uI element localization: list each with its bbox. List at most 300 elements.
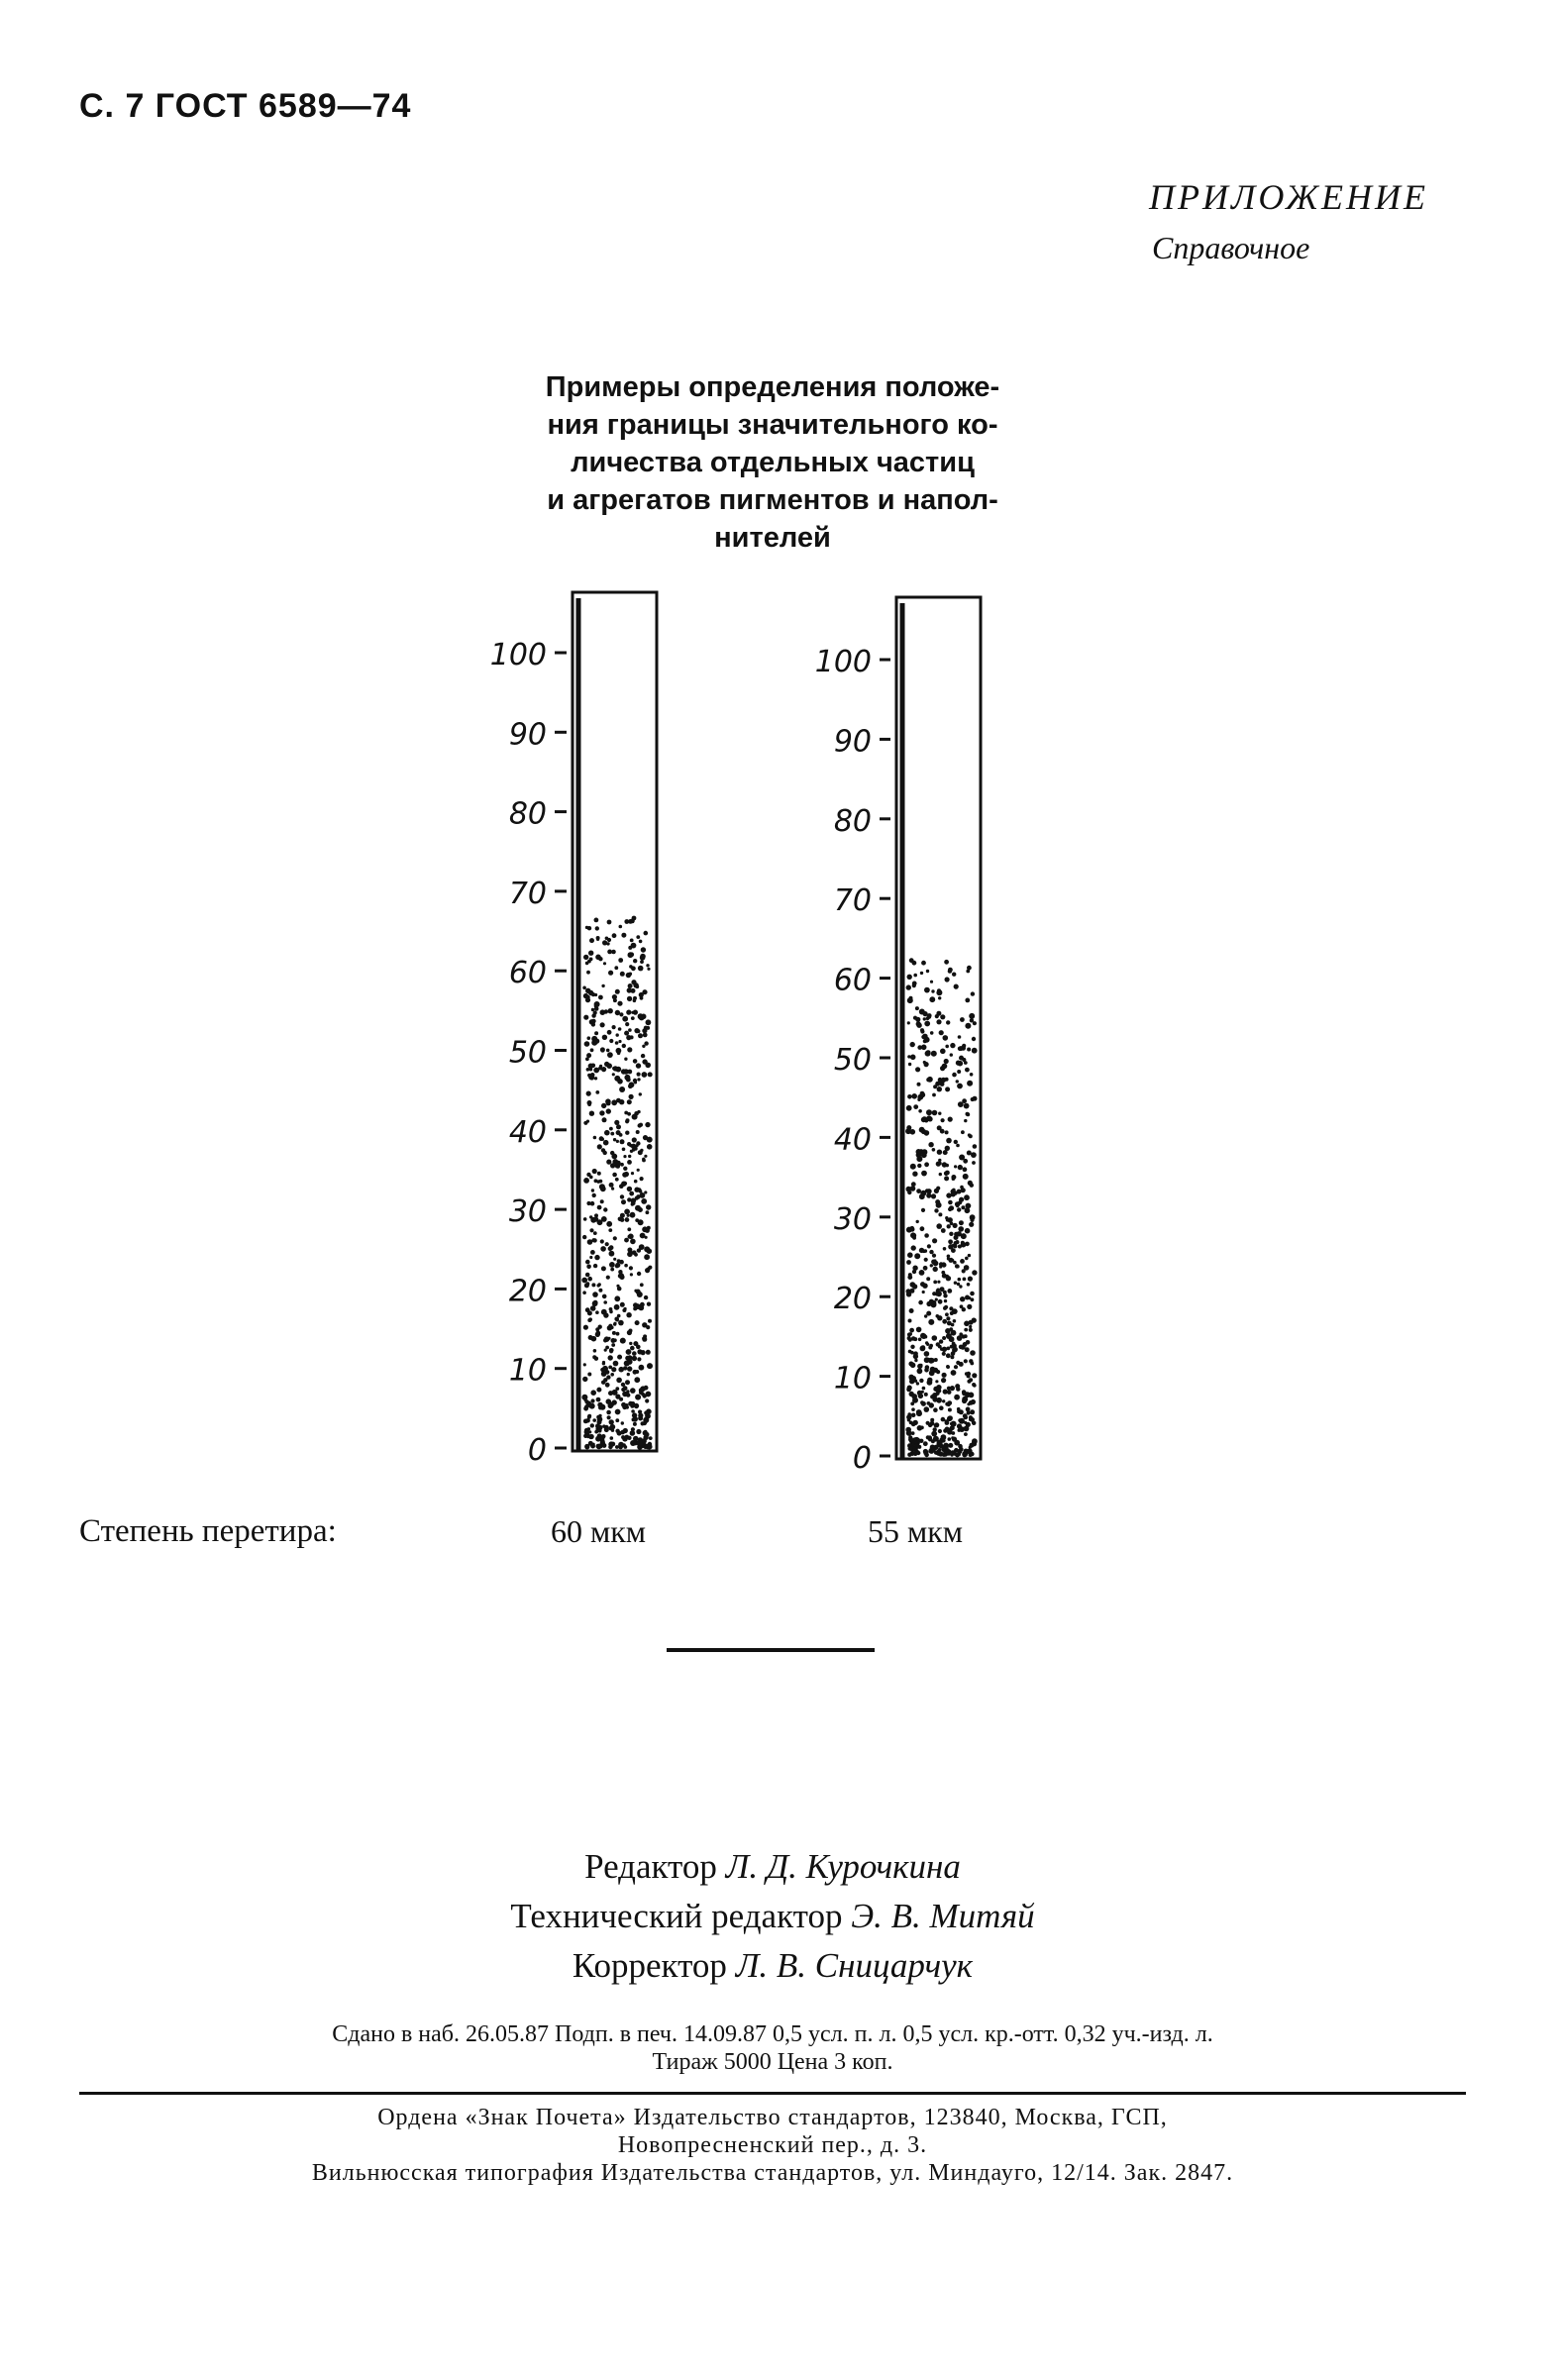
particle-dot: [945, 1446, 948, 1449]
particle-dot: [948, 968, 953, 973]
particle-dot: [957, 1423, 962, 1428]
particle-dot: [640, 1233, 646, 1239]
particle-dot: [630, 1212, 636, 1218]
scale-tick-label: 50: [508, 1035, 547, 1071]
particle-dot: [624, 1031, 629, 1036]
particle-dot: [930, 1264, 933, 1267]
particle-dot: [592, 1238, 596, 1242]
particle-dot: [635, 1370, 639, 1374]
particle-dot: [965, 998, 970, 1003]
particle-dot: [948, 1415, 953, 1420]
particle-dot: [595, 1310, 599, 1314]
particle-dot: [600, 1246, 606, 1252]
particle-dot: [946, 1192, 951, 1197]
particle-dot: [594, 1031, 598, 1035]
particle-dot: [906, 1260, 911, 1265]
particle-dot: [589, 958, 593, 962]
particle-dot: [644, 931, 649, 936]
particle-dot: [638, 1413, 643, 1418]
particle-dot: [918, 1300, 923, 1305]
particle-dot: [582, 1291, 586, 1294]
particle-dot: [636, 1130, 640, 1134]
particle-dot: [637, 1349, 642, 1354]
particle-dot: [644, 1295, 648, 1299]
particle-dot: [964, 1265, 970, 1271]
particle-dot: [941, 1228, 946, 1233]
particle-dot: [935, 1199, 940, 1204]
particle-dot: [610, 1132, 614, 1136]
particle-dot: [957, 1335, 963, 1341]
particle-dot: [965, 1295, 970, 1300]
particle-dot: [617, 1355, 622, 1360]
particle-dot: [958, 1278, 962, 1282]
scale-tick-label: 30: [508, 1194, 547, 1230]
particle-dot: [587, 1373, 591, 1377]
particle-dot: [921, 1208, 925, 1212]
particle-dot: [600, 1047, 605, 1052]
particle-dot: [967, 1448, 972, 1453]
particle-dot: [586, 1068, 590, 1072]
particle-dot: [638, 1219, 644, 1225]
particle-dot: [970, 1409, 975, 1414]
particle-dot: [638, 1013, 644, 1019]
figure-title-line: нителей: [714, 522, 831, 554]
particle-dot: [955, 1264, 959, 1268]
particle-dot: [602, 940, 607, 945]
particle-dot: [608, 1008, 613, 1013]
particle-dot: [612, 1073, 615, 1076]
particle-dot: [583, 1325, 588, 1330]
particle-dot: [602, 1117, 607, 1122]
particle-dot: [630, 1388, 636, 1394]
particle-dot: [598, 995, 603, 1000]
particle-dot: [954, 1395, 960, 1400]
particle-dot: [624, 1238, 629, 1243]
particle-dot: [969, 1325, 972, 1328]
particle-dot: [922, 1387, 926, 1391]
particle-dot: [959, 1285, 962, 1288]
particle-dot: [964, 1334, 968, 1338]
particle-dot: [635, 1320, 640, 1325]
publisher-line-3: Вильнюсская типография Издательства стандартов, ул. Миндауго, 12/14. Зак. 2847.: [311, 2160, 1234, 2186]
particle-dot: [938, 996, 941, 999]
particle-dot: [924, 1258, 928, 1262]
particle-dot: [622, 1308, 626, 1312]
particle-dot: [613, 1322, 616, 1325]
particle-dot: [622, 1148, 626, 1152]
particle-dot: [937, 1087, 942, 1091]
gauge-result-1: 60 мкм: [551, 1513, 647, 1549]
particle-dot: [603, 1151, 607, 1155]
particle-dot: [960, 1259, 965, 1264]
particle-dot: [606, 1410, 611, 1415]
particle-dot: [608, 1228, 612, 1232]
particle-dot: [647, 1144, 653, 1150]
particle-dot: [591, 1189, 594, 1191]
particle-dot: [600, 1009, 606, 1015]
particle-dot: [615, 1264, 619, 1268]
corrector-line: [376, 1941, 1169, 1991]
particle-dot: [911, 1421, 916, 1426]
particle-dot: [927, 1378, 932, 1383]
particle-dot: [907, 1190, 911, 1194]
particle-dot: [608, 1355, 613, 1360]
particle-dot: [938, 1112, 941, 1115]
particle-dot: [607, 938, 611, 942]
particle-dot: [644, 1386, 649, 1391]
particle-dot: [967, 1283, 971, 1287]
particle-dot: [589, 1228, 593, 1232]
scale-tick-label: 100: [489, 638, 547, 673]
particle-dot: [926, 1109, 932, 1115]
particle-dot: [947, 1400, 952, 1405]
particle-dot: [631, 966, 636, 971]
particle-dot: [962, 1307, 966, 1311]
particle-dot: [627, 1373, 630, 1376]
particle-dot: [947, 1321, 952, 1326]
particle-dot: [945, 1312, 949, 1316]
particle-dot: [631, 1016, 635, 1020]
particle-dot: [594, 1357, 598, 1361]
particle-dot: [615, 1041, 619, 1045]
scale-tick-label: 50: [833, 1043, 872, 1078]
particle-dot: [910, 1055, 916, 1061]
particle-dot: [646, 1019, 652, 1025]
figure-title-line: Примеры определения положе-: [545, 371, 1000, 403]
particle-dot: [947, 1224, 951, 1228]
particle-dot: [624, 1361, 630, 1367]
particle-dot: [916, 1382, 919, 1385]
particle-dot: [962, 1391, 967, 1396]
particle-dot: [601, 1216, 607, 1222]
particle-dot: [617, 1052, 621, 1056]
particle-dot: [614, 1304, 620, 1310]
scale-tick-label: 0: [527, 1433, 547, 1468]
particle-dot: [971, 991, 975, 995]
particle-dot: [948, 1408, 952, 1412]
particle-dot: [602, 1366, 608, 1372]
particle-dot: [913, 974, 917, 978]
particle-dot: [618, 1027, 622, 1031]
particle-dot: [923, 1441, 928, 1446]
particle-dot: [940, 1129, 945, 1134]
particle-dot: [646, 1325, 650, 1329]
particle-dot: [644, 1444, 648, 1448]
particle-dot: [612, 1399, 617, 1404]
particle-dot: [635, 984, 639, 988]
particle-dot: [600, 1022, 605, 1027]
particle-dot: [623, 1182, 627, 1186]
particle-dot: [911, 1376, 916, 1381]
particle-dot: [609, 1251, 615, 1257]
particle-dot: [909, 1308, 914, 1313]
particle-dot: [948, 1239, 953, 1244]
particle-dot: [906, 1430, 912, 1436]
particle-dot: [966, 1407, 971, 1412]
particle-dot: [958, 1035, 962, 1039]
publisher-line-1: Ордена «Знак Почета» Издательство стандартов, 123840, Москва, ГСП,: [377, 2105, 1168, 2130]
particle-dot: [956, 1204, 959, 1207]
particle-dot: [938, 1429, 942, 1433]
particle-dot: [939, 1265, 942, 1268]
particle-dot: [632, 916, 637, 921]
particle-dot: [931, 1431, 937, 1437]
particle-dot: [603, 1207, 607, 1211]
particle-dot: [621, 1421, 624, 1424]
particle-dot: [592, 1418, 596, 1422]
particle-dot: [623, 1167, 627, 1171]
particle-dot: [616, 1332, 620, 1336]
particle-dot: [592, 1292, 598, 1297]
particle-dot: [958, 1418, 962, 1422]
particle-dot: [648, 1319, 652, 1323]
publisher-block: [79, 2104, 1466, 2187]
particle-dot: [641, 1421, 645, 1425]
particle-dot: [643, 1135, 648, 1140]
particle-dot: [928, 1435, 932, 1439]
particle-dot: [926, 1421, 930, 1425]
particle-dot: [620, 1302, 625, 1307]
particle-dot: [601, 1434, 605, 1438]
particle-dot: [645, 1122, 650, 1127]
particle-dot: [583, 1398, 586, 1401]
particle-dot: [615, 1409, 621, 1415]
particle-dot: [936, 1223, 942, 1229]
particle-dot: [952, 1437, 957, 1442]
particle-dot: [914, 1253, 920, 1259]
particle-dot: [940, 1014, 945, 1019]
particle-dot: [616, 1130, 621, 1135]
particle-dot: [608, 971, 613, 976]
particle-dot: [947, 1289, 952, 1293]
particle-dot: [924, 1351, 930, 1357]
particle-dot: [637, 1292, 643, 1297]
particle-dot: [610, 1268, 614, 1272]
particle-dot: [972, 1037, 976, 1041]
particle-dot: [630, 1440, 636, 1446]
particle-dot: [626, 1312, 631, 1317]
particle-dot: [967, 966, 972, 971]
particle-dot: [924, 1368, 929, 1373]
particle-dot: [586, 1265, 591, 1270]
particle-dot: [936, 1019, 941, 1024]
particle-dot: [636, 1345, 641, 1350]
particle-dot: [594, 918, 599, 923]
particle-dot: [914, 1359, 917, 1362]
particle-dot: [954, 1235, 959, 1240]
particle-dot: [631, 1144, 636, 1149]
particle-dot: [640, 955, 646, 961]
particle-dot: [647, 1302, 651, 1306]
particle-dot: [931, 1193, 936, 1198]
particle-dot: [966, 1112, 970, 1116]
particle-dot: [634, 1377, 640, 1383]
particle-dot: [640, 960, 644, 964]
particle-dot: [635, 1395, 641, 1400]
particle-dot: [617, 1431, 622, 1436]
particle-dot: [957, 1409, 961, 1413]
particle-dot: [942, 1319, 947, 1324]
particle-dot: [959, 1197, 964, 1202]
particle-dot: [646, 1392, 652, 1397]
particle-dot: [583, 1419, 588, 1424]
particle-dot: [920, 1282, 925, 1287]
particle-dot: [627, 1227, 631, 1231]
particle-dot: [921, 1345, 926, 1350]
particle-dot: [591, 1283, 595, 1287]
particle-dot: [938, 1299, 943, 1304]
particle-dot: [619, 1087, 625, 1092]
particle-dot: [954, 1165, 957, 1168]
particle-dot: [594, 1077, 597, 1080]
particle-dot: [645, 1398, 649, 1402]
particle-dot: [954, 1140, 958, 1144]
particle-dot: [965, 1068, 970, 1073]
particle-dot: [971, 1297, 975, 1301]
particle-dot: [908, 1338, 912, 1342]
particle-dot: [637, 1110, 640, 1113]
particle-dot: [583, 993, 588, 998]
particle-dot: [627, 1070, 632, 1075]
particle-dot: [970, 1184, 974, 1188]
particle-dot: [945, 1328, 951, 1334]
tech-editor-name: Э. В. Митяй: [851, 1897, 1035, 1935]
particle-dot: [604, 1130, 610, 1136]
particle-dot: [965, 1207, 971, 1213]
particle-dot: [598, 1444, 602, 1448]
particle-dot: [633, 999, 637, 1003]
particle-dot: [611, 1367, 616, 1372]
particle-dot: [943, 1035, 949, 1041]
particle-dot: [632, 1356, 637, 1361]
particle-dot: [620, 1194, 624, 1198]
particle-dot: [587, 1102, 591, 1106]
particle-dot: [609, 1262, 615, 1268]
particle-dot: [950, 1345, 954, 1349]
scale-tick-label: 10: [833, 1361, 872, 1397]
particle-dot: [627, 1214, 630, 1217]
scale-tick-label: 80: [833, 803, 872, 839]
particle-dot: [932, 1335, 938, 1341]
particle-dot: [594, 1213, 598, 1217]
particle-dot: [615, 989, 620, 994]
particle-dot: [945, 1171, 950, 1176]
particle-dot: [950, 1311, 954, 1315]
particle-dot: [950, 1053, 953, 1056]
particle-dot: [646, 1204, 651, 1209]
particle-dot: [593, 1264, 597, 1268]
particle-dot: [910, 1363, 916, 1369]
particle-dot: [587, 1277, 592, 1282]
particle-dot: [945, 1130, 949, 1134]
particle-dot: [594, 1255, 599, 1260]
particle-dot: [634, 1081, 637, 1084]
particle-dot: [593, 1136, 597, 1140]
particle-dot: [621, 1435, 625, 1439]
particle-dot: [964, 1119, 967, 1122]
particle-dot: [910, 1282, 916, 1288]
particle-dot: [610, 1436, 614, 1440]
particle-dot: [629, 1082, 635, 1087]
particle-dot: [934, 1208, 938, 1212]
particle-dot: [951, 1450, 955, 1454]
particle-dot: [608, 1441, 614, 1447]
particle-dot: [649, 1436, 653, 1440]
particle-dot: [958, 1047, 963, 1052]
particle-dot: [951, 1431, 955, 1435]
particle-dot: [607, 920, 612, 925]
particle-dot: [961, 1241, 965, 1245]
particle-dot: [628, 952, 634, 958]
particle-dot: [609, 1350, 613, 1354]
particle-dot: [913, 1016, 917, 1020]
particle-dot: [595, 1090, 599, 1094]
particle-dot: [637, 1169, 640, 1172]
particle-dot: [953, 1319, 957, 1323]
particle-dot: [929, 996, 935, 1002]
particle-dot: [636, 1429, 641, 1434]
particle-dot: [933, 1407, 938, 1412]
particle-dot: [604, 1427, 609, 1432]
particle-dot: [918, 1338, 922, 1342]
particle-dot: [946, 1365, 950, 1369]
particle-dot: [591, 1013, 595, 1017]
particle-dot: [948, 1451, 951, 1454]
particle-dot: [939, 1173, 942, 1176]
particle-dot: [586, 1053, 591, 1058]
particle-dot: [923, 1011, 928, 1016]
particle-dot: [926, 1277, 930, 1281]
particle-dot: [932, 1292, 936, 1295]
scale-tick-label: 20: [508, 1274, 547, 1309]
particle-dot: [627, 996, 632, 1001]
particle-dot: [628, 983, 633, 988]
particle-dot: [910, 1186, 916, 1191]
particle-dot: [585, 1260, 590, 1265]
particle-dot: [935, 1380, 938, 1383]
particle-dot: [911, 1394, 917, 1399]
particle-dot: [622, 1016, 628, 1022]
particle-dot: [931, 989, 934, 992]
particle-dot: [944, 960, 949, 965]
particle-dot: [968, 1277, 973, 1282]
particle-dot: [926, 1343, 929, 1346]
particle-dot: [609, 1419, 614, 1424]
particle-dot: [937, 988, 941, 992]
particle-dot: [947, 1390, 952, 1395]
particle-dot: [586, 1282, 590, 1286]
particle-dot: [595, 1327, 599, 1331]
particle-dot: [591, 1336, 597, 1342]
particle-dot: [625, 1217, 628, 1220]
particle-dot: [947, 1257, 950, 1260]
particle-dot: [627, 1160, 632, 1165]
particle-dot: [957, 1207, 961, 1211]
particle-dot: [919, 1379, 923, 1383]
particle-dot: [958, 1428, 962, 1432]
particle-dot: [961, 1188, 966, 1192]
particle-dot: [634, 1188, 639, 1192]
particle-dot: [939, 1405, 944, 1410]
particle-dot: [921, 1035, 925, 1039]
particle-dot: [629, 1342, 632, 1345]
particle-dot: [949, 1205, 954, 1210]
particle-dot: [614, 1295, 620, 1301]
particle-dot: [921, 1152, 927, 1158]
particle-dot: [949, 1232, 953, 1236]
particle-dot: [928, 1116, 933, 1121]
particle-dot: [632, 1351, 637, 1356]
